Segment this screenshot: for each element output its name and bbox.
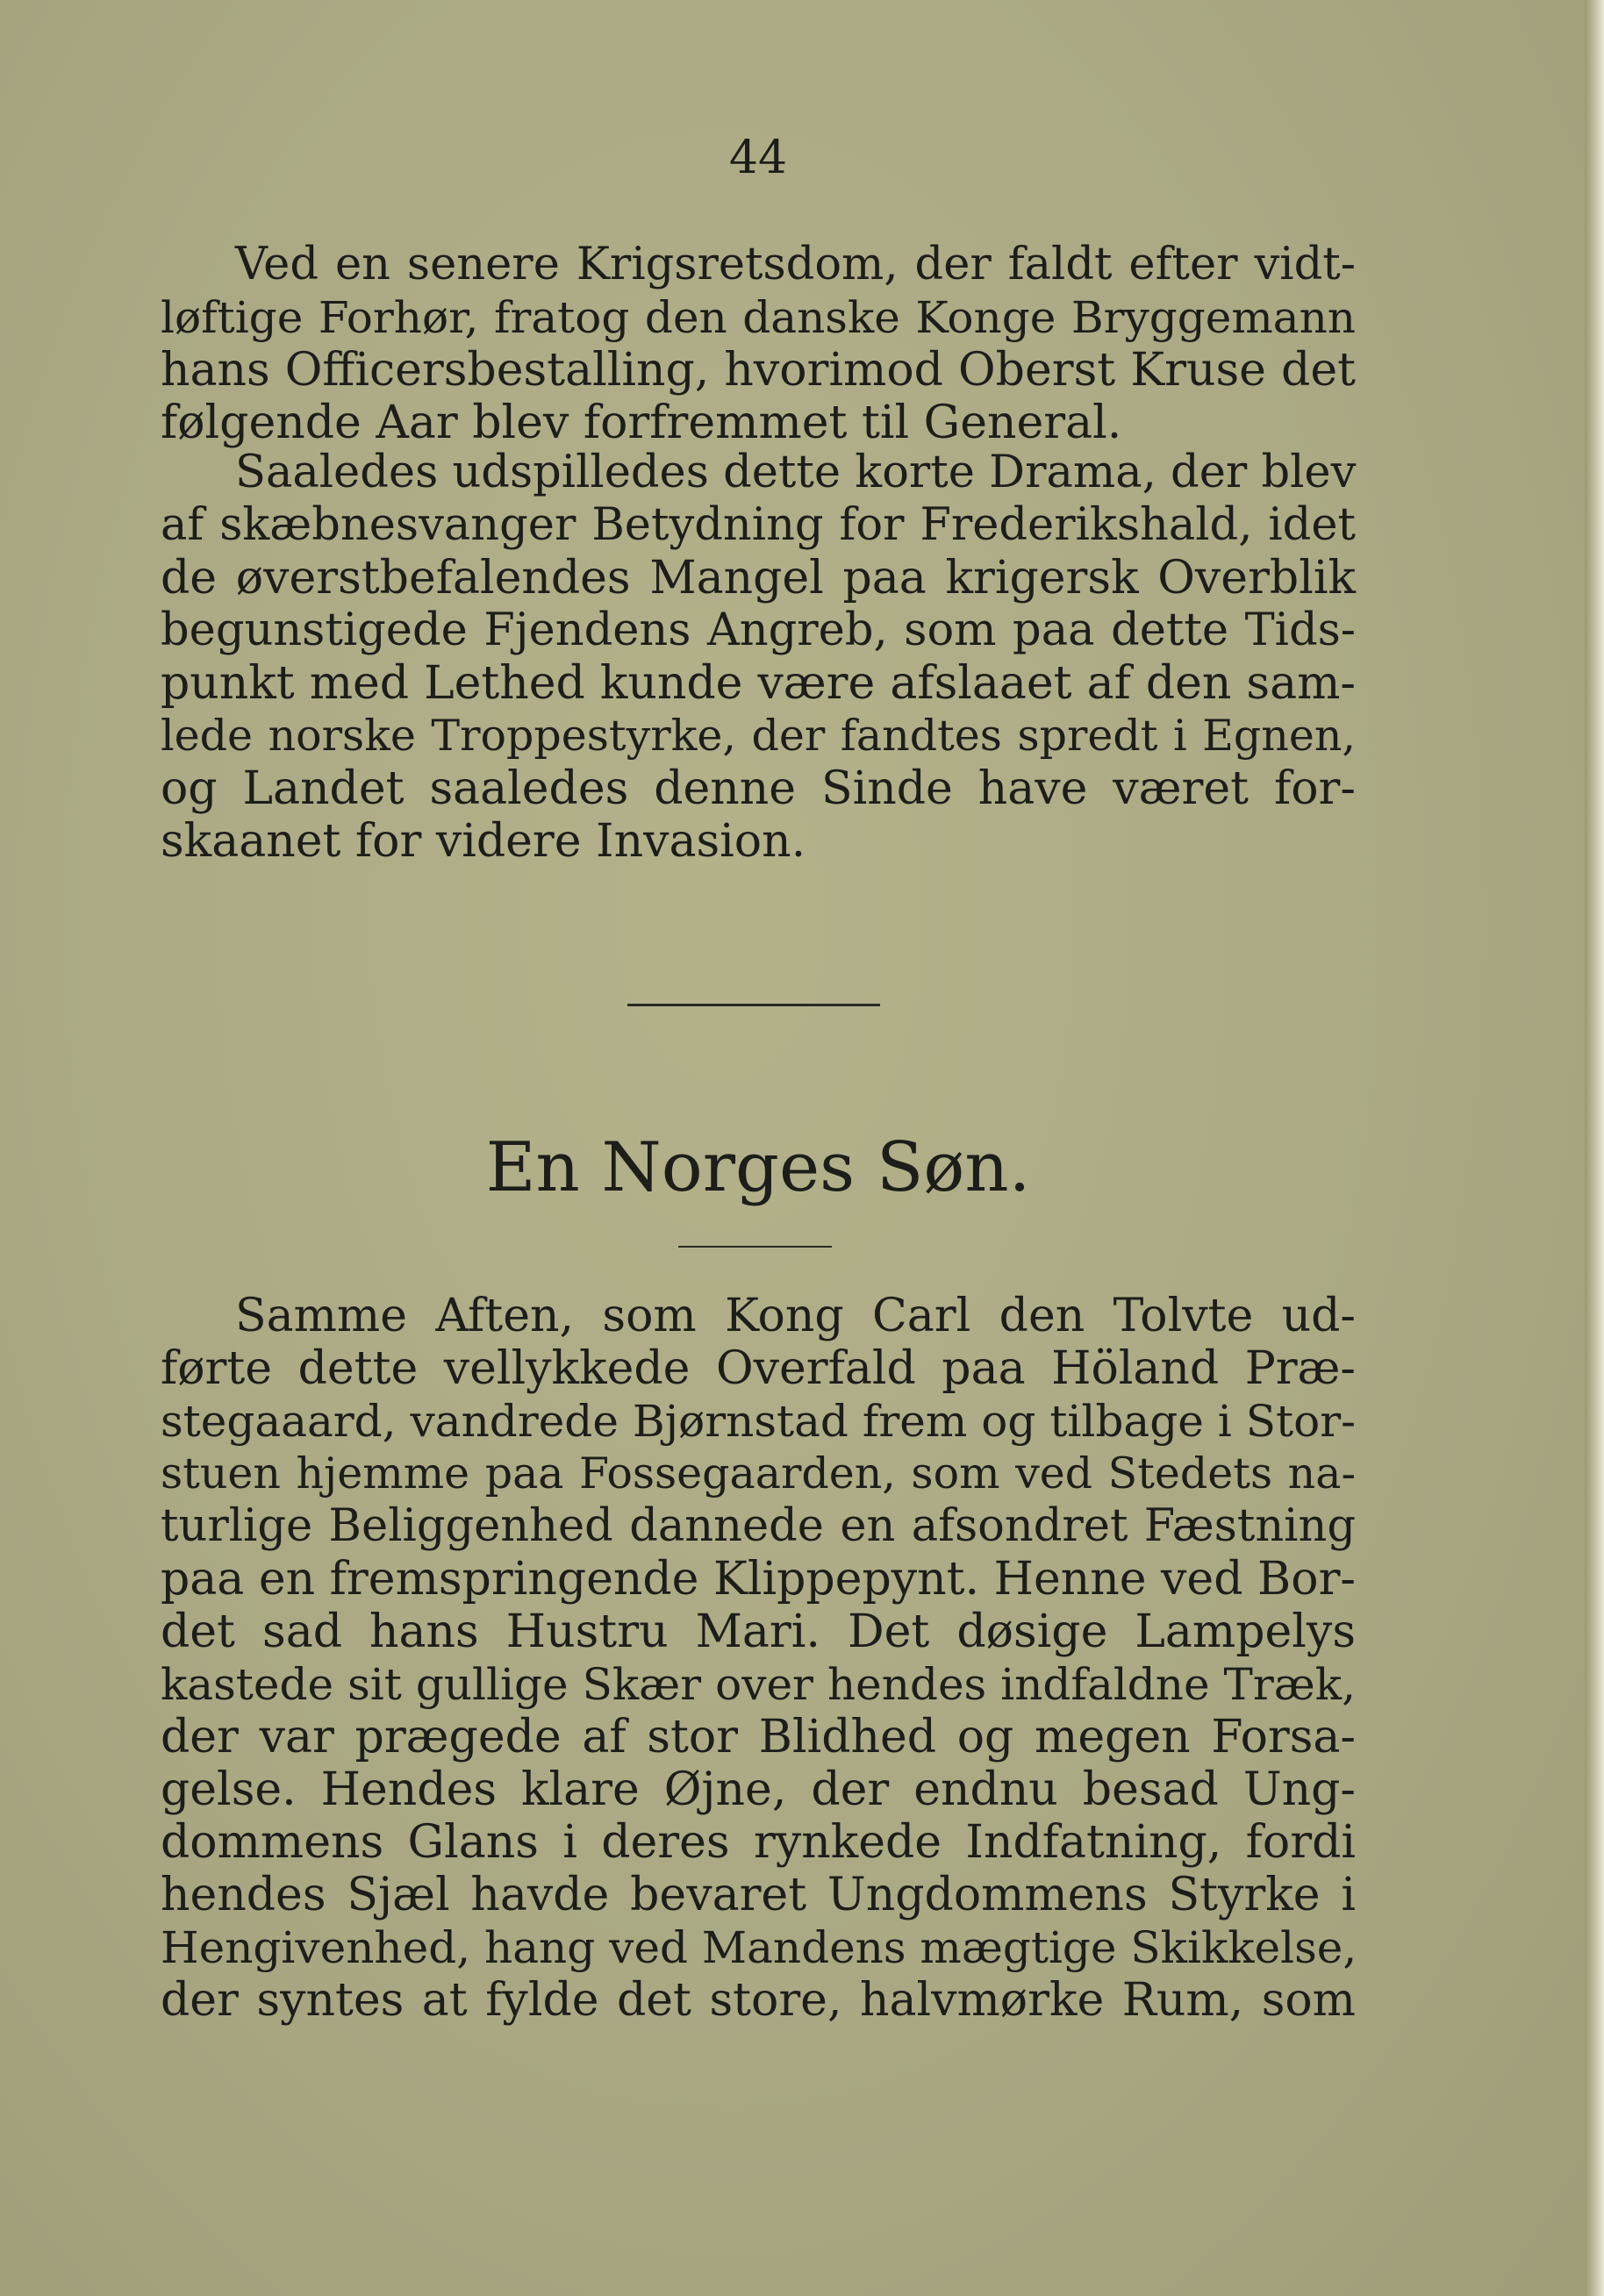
heading-underline [678, 1246, 832, 1248]
text-line: der syntes at fylde det store, halvmørke Rum, som [161, 1974, 1356, 2027]
text-line: paa en fremspringende Klippepynt. Henne ved Bor- [161, 1553, 1356, 1606]
paragraph-2 [161, 447, 1356, 868]
text-line: det sad hans Hustru Mari. Det døsige Lampelys [161, 1606, 1356, 1658]
text-line: stegaaard, vandrede Bjørnstad frem og tilbage i Stor- [161, 1396, 1356, 1447]
text-line: turlige Beliggenhed dannede en afsondret Fæstning [161, 1500, 1356, 1552]
page-edge [1585, 0, 1604, 2296]
text-line: Ved en senere Krigsretsdom, der faldt efter vidt- [235, 239, 1356, 290]
text-line: hans Officersbestalling, hvorimod Oberst Kruse det [161, 344, 1356, 397]
text-line: førte dette vellykkede Overfald paa Höland Præ- [161, 1342, 1356, 1395]
chapter-heading: En Norges Søn. [485, 1128, 1031, 1207]
text-line: følgende Aar blev forfremmet til General. [161, 397, 1122, 449]
text-line: Hengivenhed, hang ved Mandens mægtige Skikkelse, [161, 1922, 1357, 1973]
text-line: kastede sit gullige Skær over hendes indfaldne Træk, [161, 1659, 1356, 1710]
text-line: af skæbnesvanger Betydning for Frederikshald, idet [161, 499, 1356, 551]
text-line: de øverstbefalendes Mangel paa krigersk Overblik [161, 552, 1356, 604]
text-line: der var prægede af stor Blidhed og megen Forsa- [161, 1711, 1356, 1763]
section-divider [627, 1004, 880, 1006]
text-line: hendes Sjæl havde bevaret Ungdommens Styrke i [161, 1869, 1356, 1921]
text-line: skaanet for videre Invasion. [161, 815, 806, 868]
text-line: og Landet saaledes denne Sinde have været for- [161, 762, 1356, 815]
paragraph-1 [161, 239, 1356, 449]
text-line: begunstigede Fjendens Angreb, som paa dette Tids- [161, 604, 1356, 656]
text-line: Samme Aften, som Kong Carl den Tolvte ud- [235, 1290, 1356, 1342]
text-line: Saaledes udspilledes dette korte Drama, der blev [235, 447, 1357, 498]
text-line: gelse. Hendes klare Øjne, der endnu besad Ung- [161, 1763, 1356, 1816]
chapter-paragraph [161, 1290, 1356, 2027]
text-line: punkt med Lethed kunde være afslaaet af den sam- [161, 657, 1356, 710]
text-line: stuen hjemme paa Fossegaarden, som ved Stedets na- [161, 1448, 1356, 1498]
text-line: lede norske Troppestyrke, der fandtes spredt i Egnen, [161, 711, 1356, 761]
text-line: dommens Glans i deres rynkede Indfatning, fordi [161, 1816, 1356, 1869]
page-number: 44 [728, 132, 788, 184]
text-line: løftige Forhør, fratog den danske Konge Bryggemann [161, 292, 1356, 343]
